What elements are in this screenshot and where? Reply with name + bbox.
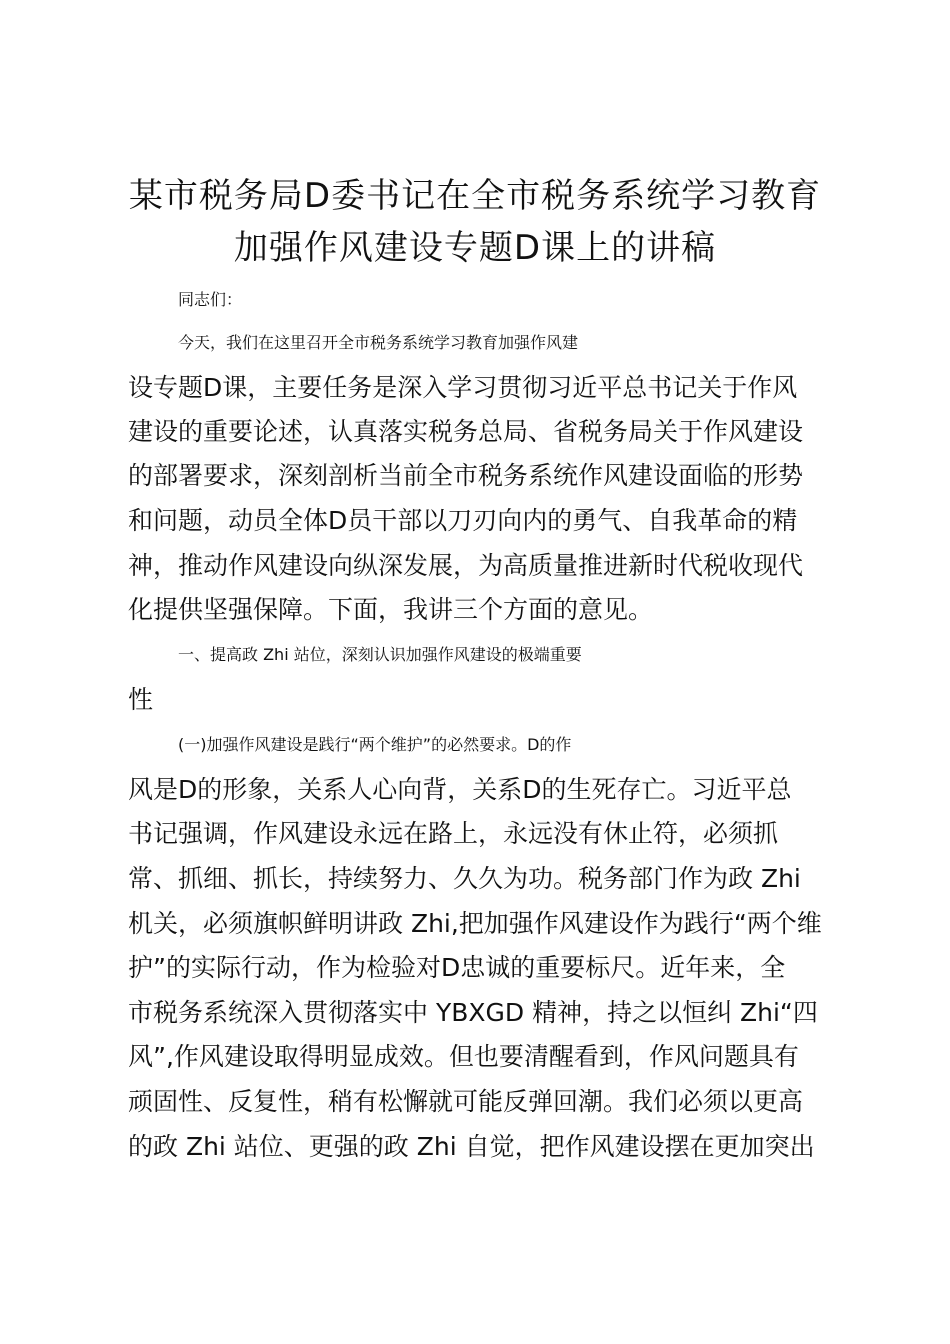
body-line-13: 护”的实际行动，作为检验对D忠诚的重要标尺。近年来，全 — [128, 953, 786, 982]
body-line-14: 市税务系统深入贯彻落实中 YBXGD 精神，持之以恒纠 Zhi“四 — [128, 998, 818, 1027]
body-line-17: 的政 Zhi 站位、更强的政 Zhi 自觉，把作风建设摆在更加突出 — [128, 1132, 815, 1161]
body-line-7: 化提供坚强保障。下面，我讲三个方面的意见。 — [128, 595, 654, 624]
salutation: 同志们： — [178, 290, 243, 309]
body-line-11: 常、抓细、抓长，持续努力、久久为功。税务部门作为政 Zhi — [128, 864, 801, 893]
body-line-1: 今天，我们在这里召开全市税务系统学习教育加强作风建 — [178, 333, 579, 352]
body-line-10: 书记强调，作风建设永远在路上，永远没有休止符，必须抓 — [128, 819, 779, 848]
body-line-15: 风”,作风建设取得明显成效。但也要清醒看到，作风问题具有 — [128, 1042, 799, 1071]
body-line-9: 风是D的形象，关系人心向背，关系D的生死存亡。习近平总 — [128, 775, 792, 804]
body-line-5: 和问题，动员全体D员干部以刀刃向内的勇气、自我革命的精 — [128, 506, 798, 535]
section-heading-1-continued: 性 — [128, 685, 154, 714]
section-heading-1: 一、提高政 Zhi 站位，深刻认识加强作风建设的极端重要 — [178, 645, 582, 664]
body-line-4: 的部署要求，深刻剖析当前全市税务系统作风建设面临的形势 — [128, 461, 804, 490]
body-line-12: 机关，必须旗帜鲜明讲政 Zhi,把加强作风建设作为践行“两个维 — [128, 909, 822, 938]
body-line-2: 设专题D课，主要任务是深入学习贯彻习近平总书记关于作风 — [128, 373, 798, 402]
body-line-6: 神，推动作风建设向纵深发展，为高质量推进新时代税收现代 — [128, 551, 804, 580]
body-line-16: 顽固性、反复性，稍有松懈就可能反弹回潮。我们必须以更高 — [128, 1087, 804, 1116]
body-line-3: 建设的重要论述，认真落实税务总局、省税务局关于作风建设 — [128, 417, 804, 446]
body-line-8: (一)加强作风建设是践行“两个维护”的必然要求。D的作 — [178, 735, 572, 754]
document-title-line-1: 某市税务局D委书记在全市税务系统学习教育 — [128, 176, 822, 216]
document-title-line-2: 加强作风建设专题D课上的讲稿 — [233, 228, 717, 268]
